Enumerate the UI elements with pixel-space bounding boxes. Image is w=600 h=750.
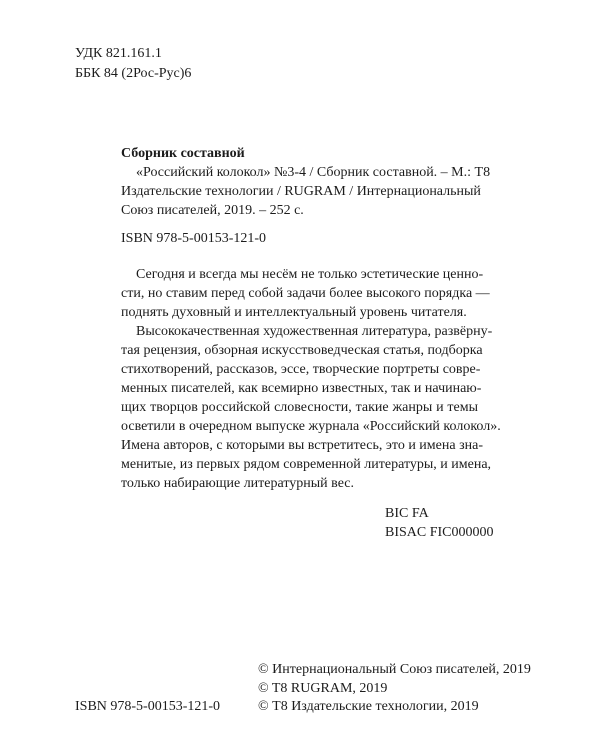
abstract-p1-line-3: поднять духовный и интеллектуальный уровень читателя. xyxy=(121,305,467,320)
abstract-p2-line-5: щих творцов российской словесности, такие жанры и темы xyxy=(121,400,478,415)
abstract-p2-line-1: Высококачественная художественная литература, развёрну- xyxy=(136,324,493,339)
abstract-p2-line-2: тая рецензия, обзорная искусствоведческая статья, подборка xyxy=(121,343,483,358)
abstract-p1-line-2: сти, но ставим перед собой задачи более высокого порядка — xyxy=(121,286,490,301)
abstract-p2-line-8: менитые, из первых рядом современной литературы, и имена, xyxy=(121,457,492,472)
copyright-1: © Интернациональный Союз писателей, 2019 xyxy=(258,662,531,677)
record-line-2: Издательские технологии / RUGRAM / Интернациональный xyxy=(121,184,481,199)
bisac-code: BISAC FIC000000 xyxy=(385,525,494,540)
record-title: Сборник составной xyxy=(121,146,245,161)
isbn-footer: ISBN 978-5-00153-121-0 xyxy=(75,699,221,714)
abstract-p1-line-1: Сегодня и всегда мы несём не только эстетические ценно- xyxy=(136,267,484,282)
udk-code: УДК 821.161.1 xyxy=(75,46,162,61)
copyright-3: © Т8 Издательские технологии, 2019 xyxy=(258,699,479,714)
abstract-p2-line-3: стихотворений, рассказов, эссе, творческие портреты совре- xyxy=(121,362,481,377)
bic-code: BIC FA xyxy=(385,506,429,521)
record-line-3: Союз писателей, 2019. – 252 с. xyxy=(121,203,304,218)
bbk-code: ББК 84 (2Рос-Рус)6 xyxy=(75,66,192,81)
record-line-1: «Российский колокол» №3-4 / Сборник составной. – М.: Т8 xyxy=(136,165,491,180)
abstract-p2-line-4: менных писателей, как всемирно известных, так и начинаю- xyxy=(121,381,482,396)
abstract-p2-line-7: Имена авторов, с которыми вы встретитесь, это и имена зна- xyxy=(121,438,483,453)
abstract-p2-line-9: только набирающие литературный вес. xyxy=(121,476,354,491)
abstract-p2-line-6: осветили в очередном выпуске журнала «Российский колокол». xyxy=(121,419,501,434)
isbn-main: ISBN 978-5-00153-121-0 xyxy=(121,231,267,246)
copyright-2: © T8 RUGRAM, 2019 xyxy=(258,681,388,696)
